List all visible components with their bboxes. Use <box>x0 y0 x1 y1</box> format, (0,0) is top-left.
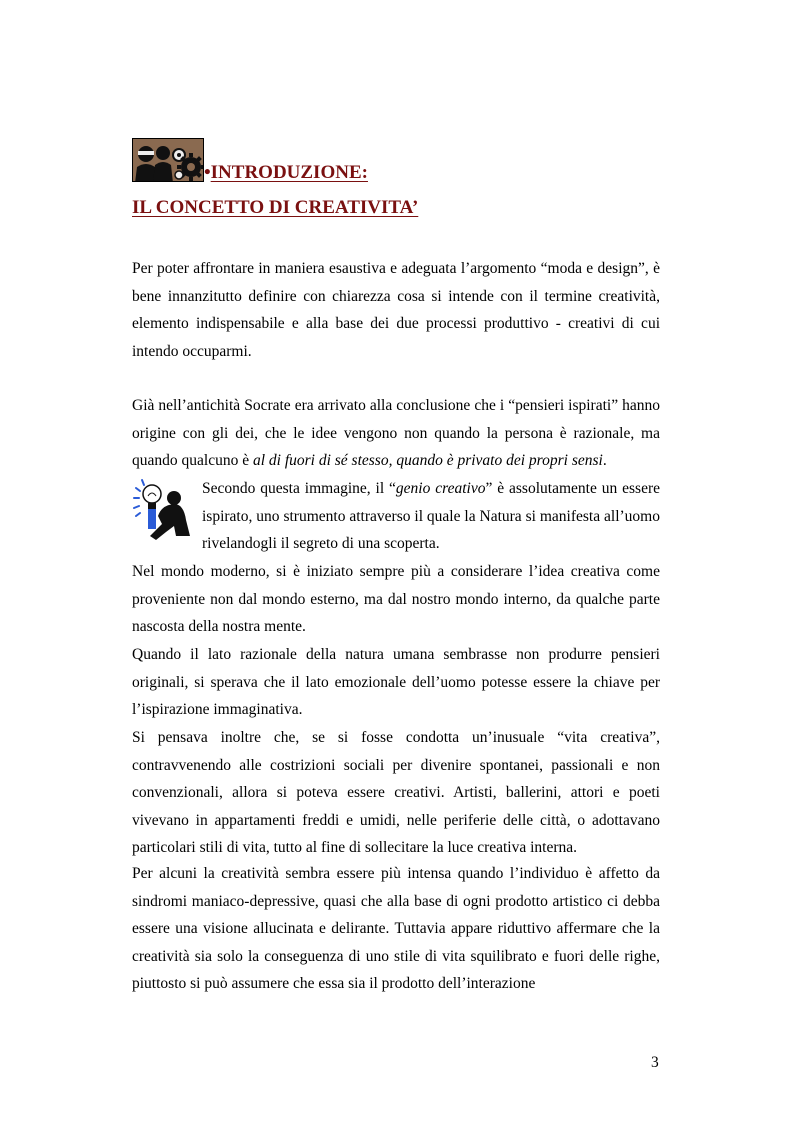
section-title-text: INTRODUZIONE: <box>210 162 368 183</box>
paragraph-3 <box>202 475 660 558</box>
section-subtitle: IL CONCETTO DI CREATIVITA’ <box>132 197 419 218</box>
paragraph-7: Per alcuni la creatività sembra essere più intensa quando l’individuo è affetto da sindromi maniaco-depressive, quasi che alla base di ogni prodotto artistico ci debba essere una visione allucinata e delirante. Tuttavia appare riduttivo affermare che la creatività sia solo la conseguenza di uno stile di vita squilibrato e fuori delle righe, piuttosto si può assumere che essa sia il prodotto dell’interazione <box>132 865 660 992</box>
paragraph-2-italic: al di fuori di sé stesso, quando è privato dei propri sensi <box>252 452 603 469</box>
paragraph-3-end: ” è assolutamente un essere ispirato, uno strumento attraverso il quale la Natura si manifesta all’uomo rivelandogli il segreto di una scoperta. <box>202 480 660 552</box>
paragraph-2-end: . <box>602 452 607 469</box>
paragraph-2-start: Già nell’antichità Socrate era arrivato alla conclusione che i “pensieri ispirati” hanno origine con gli dei, che le idee vengono non quando la persona è razionale, ma quando qualcuno è <box>132 397 660 469</box>
gears-people-icon <box>132 138 204 182</box>
bullet-mark: • <box>204 162 211 183</box>
paragraph-5: Quando il lato razionale della natura umana sembrasse non produrre pensieri originali, si sperava che il lato emozionale dell’uomo potesse essere la chiave per l’ispirazione immaginativa. <box>132 646 660 718</box>
paragraph-1: Per poter affrontare in maniera esaustiva e adeguata l’argomento “moda e design”, è bene innanzitutto definire con chiarezza cosa si intende con il termine creatività, elemento indispensabile e alla base dei due processi produttivo - creativi di cui intendo occuparmi. <box>132 260 660 360</box>
paragraph-4: Nel mondo moderno, si è iniziato sempre più a considerare l’idea creativa come proveniente non dal mondo esterno, ma dal nostro mondo interno, da qualche parte nascosta della nostra mente. <box>132 563 660 635</box>
section-title <box>204 162 368 184</box>
paragraph-3-italic: genio creativo <box>395 480 486 497</box>
paragraph-2 <box>132 392 660 475</box>
paragraph-3-start: Secondo questa immagine, il “ <box>202 480 396 497</box>
page-number: 3 <box>651 1054 659 1071</box>
paragraph-6: Si pensava inoltre che, se si fosse condotta un’inusuale “vita creativa”, contravvenendo alle costrizioni sociali per divenire spontanei, passionali e non convenzionali, allora si poteva essere creativi. Artisti, ballerini, attori e poeti vivevano in appartamenti freddi e umidi, nelle periferie delle città, o adottavano particolari stili di vita, tutto al fine di sollecitare la luce creativa interna. <box>132 729 660 856</box>
lightbulb-thinker-icon <box>132 476 192 542</box>
